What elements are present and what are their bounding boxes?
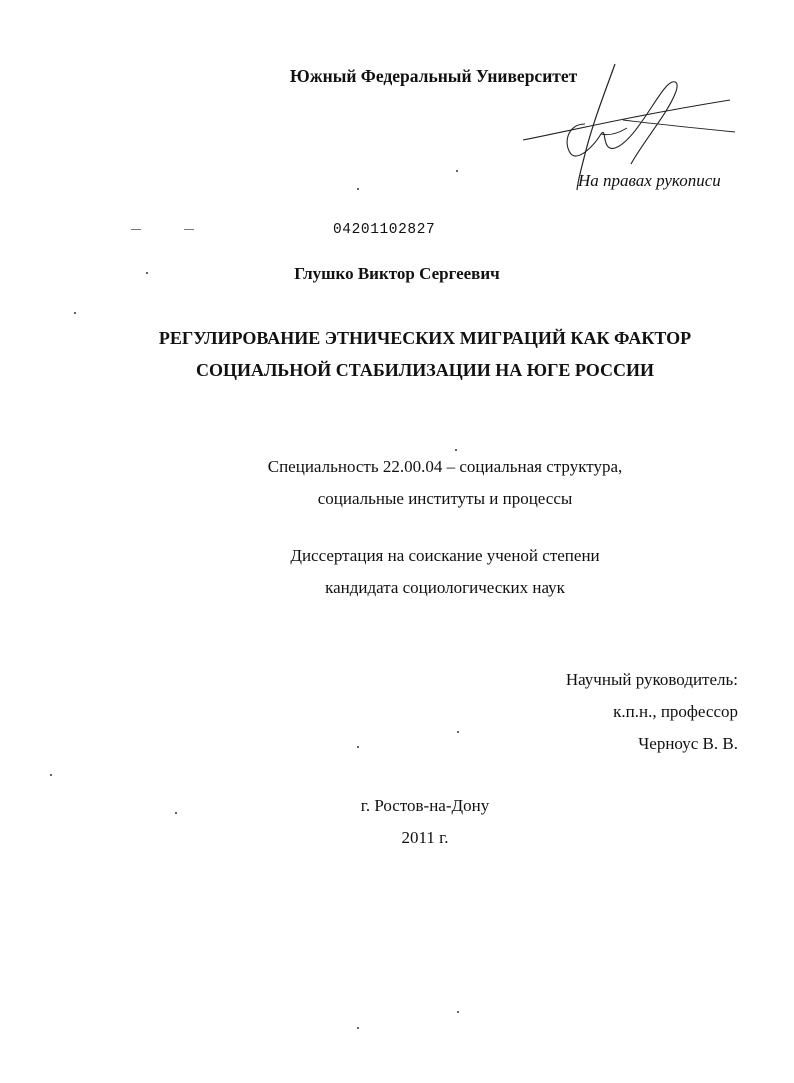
supervisor-block: [566, 664, 738, 760]
scan-speck: [357, 1027, 359, 1029]
dissertation-title: [0, 322, 794, 386]
scan-speck: [184, 229, 194, 230]
degree-line: кандидата социологических наук: [325, 578, 565, 597]
supervisor-line: Научный руководитель:: [565, 670, 738, 689]
city-line: г. Ростов-на-Дону: [360, 796, 490, 815]
scan-speck: [74, 312, 76, 314]
scan-speck: [357, 746, 359, 748]
title-line: РЕГУЛИРОВАНИЕ ЭТНИЧЕСКИХ МИГРАЦИЙ КАК ФАКТОР: [158, 328, 692, 348]
year-line: 2011 г.: [401, 828, 449, 847]
supervisor-line: Черноус В. В.: [638, 734, 738, 753]
registration-code: 04201102827: [333, 222, 436, 238]
author-name: Глушко Виктор Сергеевич: [294, 264, 500, 283]
scan-speck: [456, 170, 458, 172]
scan-speck: [357, 188, 359, 190]
scan-speck: [457, 1011, 459, 1013]
supervisor-line: к.п.н., профессор: [613, 702, 738, 721]
scan-speck: [455, 449, 457, 451]
degree-block: [0, 540, 794, 604]
degree-line: Диссертация на соискание ученой степени: [290, 546, 600, 565]
manuscript-note: На правах рукописи: [578, 171, 721, 190]
university-name: Южный Федеральный Университет: [290, 66, 578, 86]
scan-speck: [175, 812, 177, 814]
title-line: СОЦИАЛЬНОЙ СТАБИЛИЗАЦИИ НА ЮГЕ РОССИИ: [195, 360, 655, 380]
scan-speck: [457, 731, 459, 733]
scan-speck: [131, 229, 141, 230]
scan-speck: [146, 272, 148, 274]
specialty-line: социальные институты и процессы: [317, 489, 573, 508]
specialty-block: [0, 451, 794, 515]
place-and-year: [0, 790, 794, 854]
specialty-line: Специальность 22.00.04 – социальная структура,: [267, 457, 623, 476]
scan-speck: [50, 774, 52, 776]
